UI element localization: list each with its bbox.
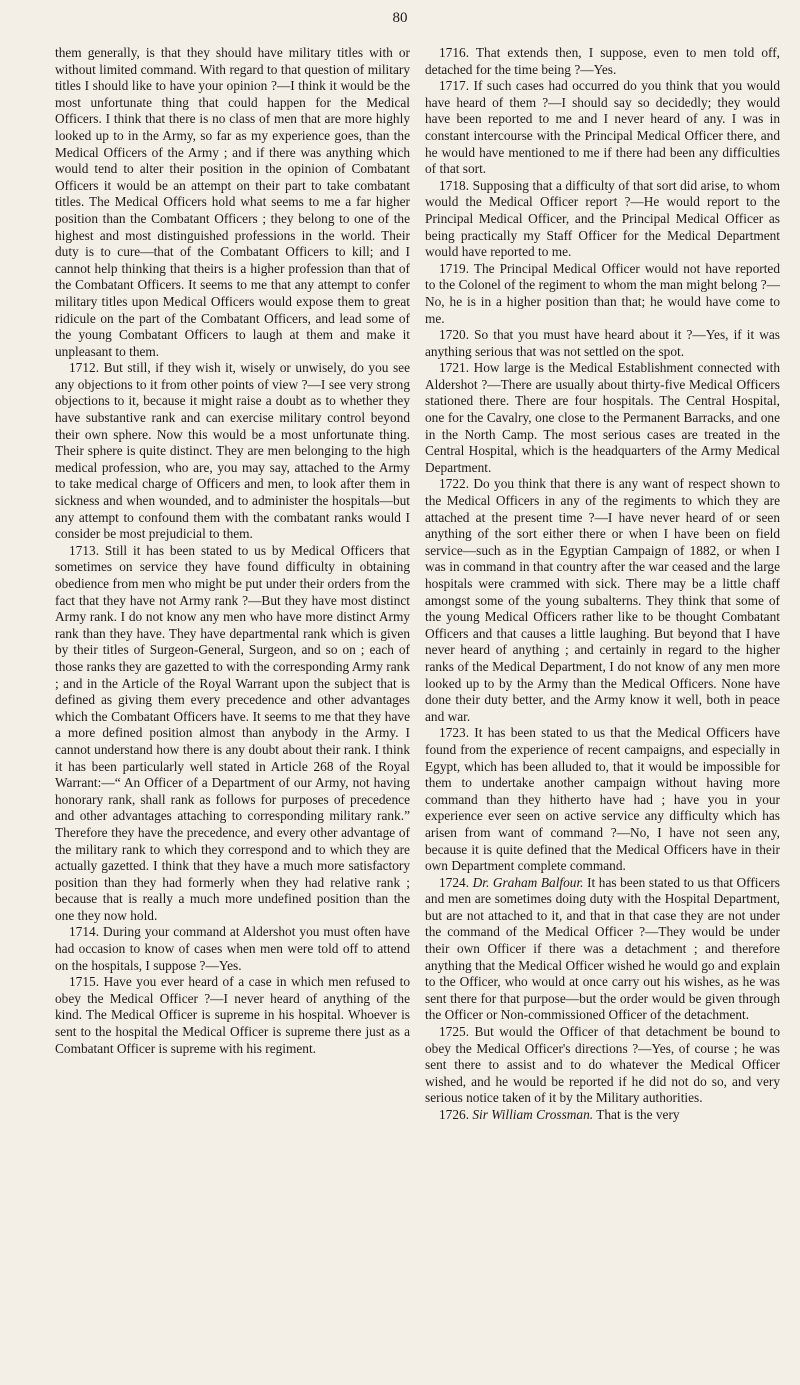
paragraph-text: It has been stated to us that Officers and men are sometimes doing duty with the Hospital Department, but are not attached to it, and that in that case they are not under the command of the Medical Officer ?—They would be under their own Officer if there was a detachment ; and therefore anything that the Medical Officer wished he would go and explain to the Officer, who would at once carry out his wishes, as he was sent there for that purpose—but the order would be given through the Officer or Non-commissioned Officer of the detachment. [425, 874, 780, 1023]
question-number: 1726. [439, 1107, 470, 1122]
paragraph-text: Do you think that there is any want of respect shown to the Medical Officers in any of the regiments to which they are attached at the present time ?—I have never heard of or seen anything of the sort either there or when I have been on field service—such as in the Egyptian Campaign of 1882, or when I was in command in that country after the war ceased and the large hospitals were crammed with sick. There may be a little chaff amongst some of the young subalterns. They think that some of the young Medical Officers rather like to be thought Combatant Officers and that causes a little laughing. But beyond that I have never heard of anything ; and certainly in regard to the higher ranks of the Medical Department, I do not know of any men more looked up to by the Army than the Medical Officers. None have done their duty better, and the Army know it well, both in peace and war. [425, 476, 780, 724]
paragraph-text: them generally, is that they should have military titles with or without limited command. With regard to that question of military titles I should like to have your opinion ?—I think it would be the most unfortunate thing that could happen for the Medical Officers. I think that there is no class of men that are more highly looked up to in the Army, so far as my experience goes, than the Medical Officers of the Army ; and if there was anything which would tend to alter their position in the opinion of Combatant Officers it would be an attempt on their part to take combatant titles. The Medical Officers hold what seems to me a far higher position than the Combatant Officers ; they belong to one of the highest and most distinguished professions in the world. Their duty is to cure—that of the Combatant Officers to kill; and I cannot help thinking that theirs is a higher profession than that of the Combatant Officers. It seems to me that any attempt to confer military titles upon Medical Officers would expose them to great ridicule on the part of the Combatant Officers, and lead some of the young Combatant Officers to laugh at them and make it unpleasant to them. [55, 45, 410, 359]
paragraph-text: The Principal Medical Officer would not have reported to the Colonel of the regiment to whom the man might belong ?—No, he is in a higher position than that; he would have come to me. [425, 260, 780, 326]
right-column [425, 45, 780, 1124]
question-number: 1724. [439, 874, 470, 890]
paragraph [425, 261, 780, 327]
question-number: 1715. [69, 974, 100, 990]
question-number: 1718. [439, 177, 470, 193]
paragraph [55, 924, 410, 974]
question-number: 1722. [439, 476, 470, 492]
question-number: 1725. [439, 1024, 470, 1040]
page-number: 80 [392, 10, 408, 26]
paragraph [55, 45, 410, 360]
paragraph-text: But would the Officer of that detachment be bound to obey the Medical Officer's directions ?—Yes, of course ; he was sent there to assist and to do whatever the Medical Officer wished, and he would be reported if he did not do so, and very serious notice taken of it by the Military authorities. [425, 1024, 780, 1106]
paragraph-text: It has been stated to us that the Medical Officers have found from the experience of recent campaigns, and especially in Egypt, which has been alluded to, that it would be impossible for them to undertake another campaign without having more command than they hitherto have had ; have you in your experience ever seen on active service any difficulty which has arisen from want of command ?—No, I have not seen any, because it is quite defined that the Medical Officers have in their own Department complete command. [425, 725, 781, 874]
paragraph [425, 327, 780, 360]
paragraph [425, 725, 780, 874]
paragraph-text: Have you ever heard of a case in which men refused to obey the Medical Officer ?—I never heard of anything of the kind. The Medical Officer is supreme in his hospital. Whoever is sent to the hospital the Medical Officer is supreme there just as a Combatant Officer is supreme with his regiment. [55, 974, 410, 1056]
question-number: 1719. [439, 260, 470, 276]
paragraph [425, 476, 780, 725]
paragraph [425, 178, 780, 261]
question-number: 1716. [439, 45, 470, 60]
question-number: 1721. [439, 360, 470, 376]
speaker-name: Dr. Graham Balfour. [472, 874, 584, 890]
paragraph [55, 543, 410, 925]
question-number: 1712. [69, 360, 100, 376]
paragraph-text: If such cases had occurred do you think that you would have heard of them ?—I should say so decidedly; they would have been reported to me and I never heard of any. I was in constant intercourse with the Principal Medical Officer there, and he would have mentioned to me if there had been any difficulties of that sort. [425, 78, 780, 177]
paragraph [425, 45, 780, 78]
paragraph-text: But still, if they wish it, wisely or unwisely, do you see any objections to it from other points of view ?—I see very strong objections to it, because it might raise a doubt as to whether they have substantive rank and can exercise military control beyond their own sphere. Now this would be a most unfortunate thing. Their sphere is quite distinct. They are men belonging to the high medical profession, who are, you may say, attached to the Army to take medical charge of Officers and men, to look after them in sickness and when wounded, and to administer the hospitals—but any attempt to confound them with the combatant ranks would I consider be most prejudicial to them. [55, 360, 411, 542]
question-number: 1723. [439, 725, 470, 741]
paragraph [425, 1107, 780, 1124]
paragraph-text: That extends then, I suppose, even to men told off, detached for the time being ?—Yes. [425, 45, 780, 77]
paragraph-text: That is the very [596, 1107, 680, 1122]
paragraph [425, 78, 780, 178]
paragraph [425, 875, 780, 1024]
speaker-name: Sir William Crossman. [472, 1107, 594, 1122]
question-number: 1720. [439, 327, 470, 343]
paragraph-text: So that you must have heard about it ?—Yes, if it was anything serious that was not settled on the spot. [425, 327, 780, 359]
left-column [55, 45, 410, 1057]
paragraph-text: Still it has been stated to us by Medical Officers that sometimes on service they have found difficulty in obtaining obedience from men who might be put under their orders from the fact that they have not Army rank ?—But they have most distinct Army rank. I do not know any men who have more distinct Army rank than they have. They have departmental rank which is given by their titles of Surgeon-General, Surgeon, and so on ; each of those ranks they are gazetted to with the corresponding Army rank ; and in the Article of the Royal Warrant upon the subject that is defined as giving them every precedence and other advantages which the Combatant Officers have. It seems to me that they have a more defined position almost than anybody in the Army. I cannot understand how there is any doubt about their rank. I think it has been particularly well stated in Article 268 of the Royal Warrant:—“ An Officer of a Department of our Army, not having honorary rank, shall rank as follows for purposes of precedence and other advantages attaching to corresponding military rank.” Therefore they have the precedence, and every other advantage of the military rank to which they correspond and to which they are actually gazetted. I think that they have a much more satisfactory position than they had formerly when they had relative rank ; because that is really a much more undefined position than the one they now hold. [55, 542, 410, 923]
paragraph-text: Supposing that a difficulty of that sort did arise, to whom would the Medical Officer report ?—He would report to the Principal Medical Officer, and the Principal Medical Officer as being practically my Staff Officer for the Medical Department would have reported to me. [425, 177, 780, 260]
question-number: 1713. [69, 542, 100, 558]
paragraph-text: During your command at Aldershot you must often have had occasion to know of cases when men were told off to attend on the hospitals, I suppose ?—Yes. [55, 924, 410, 973]
paragraph [55, 360, 410, 543]
paragraph [55, 974, 410, 1057]
paragraph-text: How large is the Medical Establishment connected with Aldershot ?—There are usually about thirty-five Medical Officers stationed there. There are four hospitals. The Central Hospital, one for the Cavalry, one close to the Permanent Barracks, and one in the North Camp. The most serious cases are treated in the Central Hospital, which is the headquarters of the Army Medical Department. [425, 360, 780, 475]
paragraph [425, 360, 780, 476]
question-number: 1714. [69, 924, 100, 940]
paragraph [425, 1024, 780, 1107]
question-number: 1717. [439, 78, 470, 94]
